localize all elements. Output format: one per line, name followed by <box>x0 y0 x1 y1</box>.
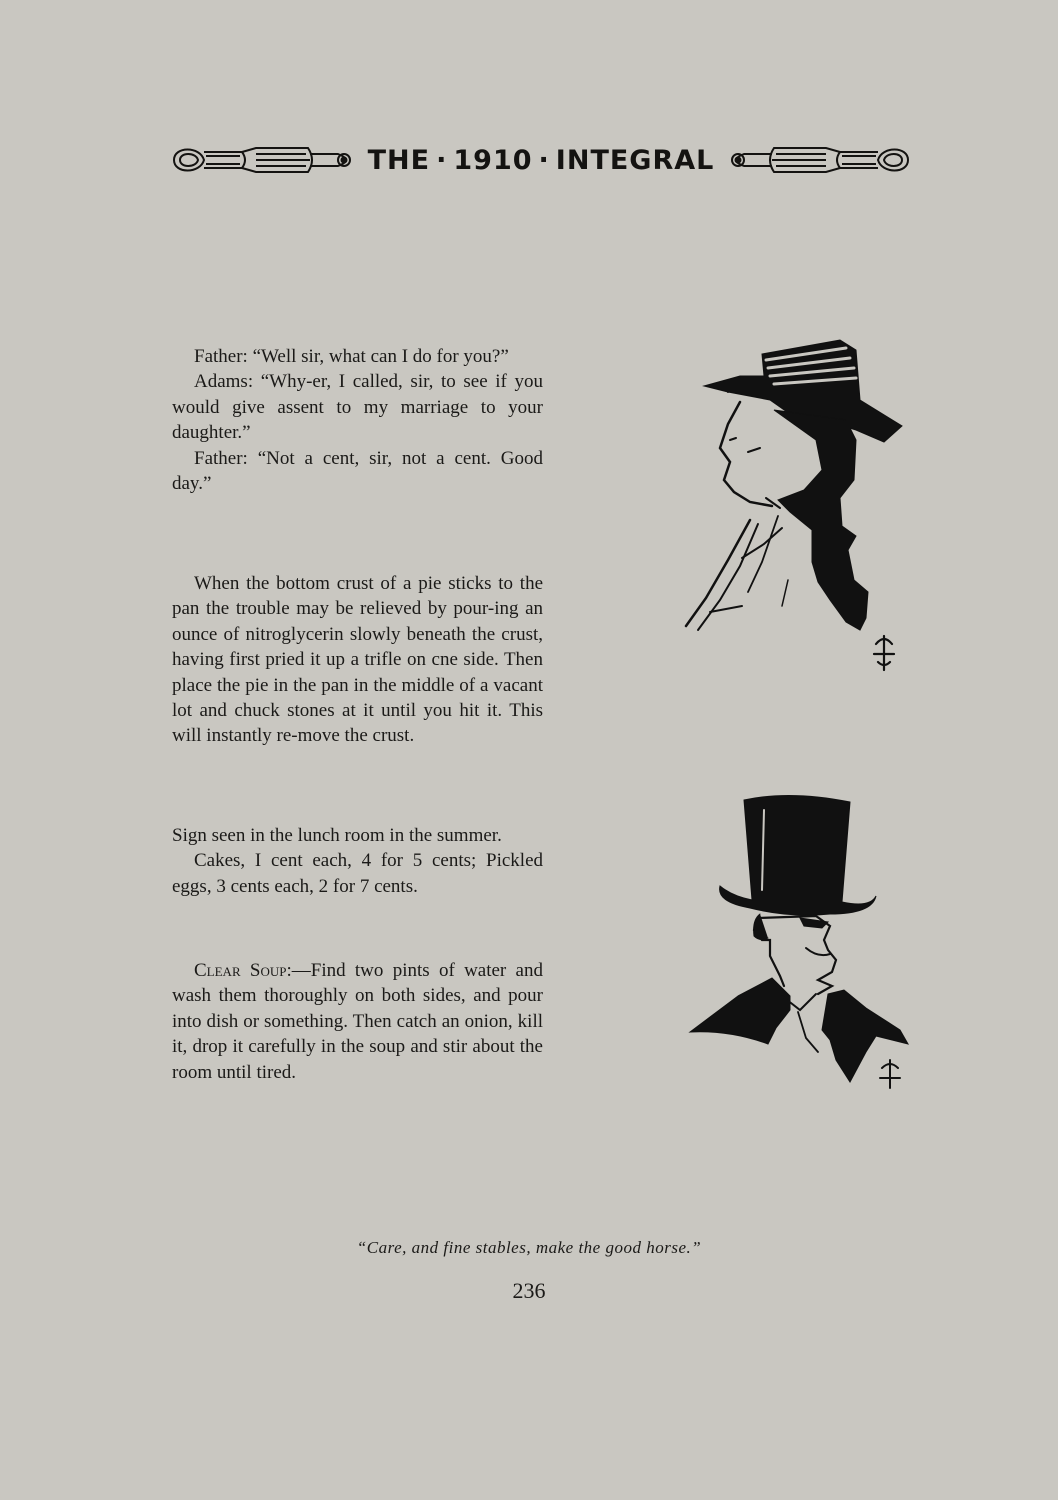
man-in-cap-illustration <box>670 330 920 680</box>
soup-text: —Find two pints of water and wash them thoroughly on both sides, and pour into dish or something. Then catch an onion, kill it, drop it carefully in the soup and stir about the room until tired. <box>172 960 543 1083</box>
sign-intro: Sign seen in the lunch room in the summer. <box>172 825 502 846</box>
dialogue-joke <box>172 344 543 496</box>
right-scroll-ornament <box>726 138 912 182</box>
dialogue-line-father: Father: “Well sir, what can I do for you?” <box>194 346 509 367</box>
running-header <box>170 138 912 182</box>
dialogue-line-adams: Adams: “Why-er, I called, sir, to see if you would give assent to my marriage to your daughter.” <box>172 371 543 444</box>
soup-paragraph <box>172 958 543 1085</box>
header-the: THE <box>367 144 431 176</box>
soup-heading: Clear Soup: <box>194 960 292 981</box>
header-title <box>368 145 715 176</box>
header-separator: · <box>538 144 550 176</box>
motto-line: “Care, and fine stables, make the good horse.” <box>356 1238 702 1257</box>
header-year: 1910 <box>453 144 533 176</box>
page-number: 236 <box>512 1278 546 1303</box>
lunch-room-sign-joke <box>172 823 543 899</box>
clear-soup-recipe <box>172 958 543 1085</box>
dialogue-line-father-reply: Father: “Not a cent, sir, not a cent. Good day.” <box>172 447 543 495</box>
header-name: INTEGRAL <box>555 144 715 176</box>
left-scroll-ornament <box>170 138 356 182</box>
pie-crust-text: When the bottom crust of a pie sticks to the pan the trouble may be relieved by pour-ing an ounce of nitroglycerin slowly beneath the crust, having first pried it up a trifle on cne side. Then place the pie in the pan in the middle of a vacant lot and chuck stones at it until you hit it. This will instantly re-move the crust. <box>172 573 543 747</box>
man-in-top-hat-illustration <box>680 790 920 1090</box>
header-separator: · <box>436 144 448 176</box>
pie-crust-joke <box>172 571 543 749</box>
sign-prices: Cakes, I cent each, 4 for 5 cents; Pickled eggs, 3 cents each, 2 for 7 cents. <box>172 850 543 897</box>
